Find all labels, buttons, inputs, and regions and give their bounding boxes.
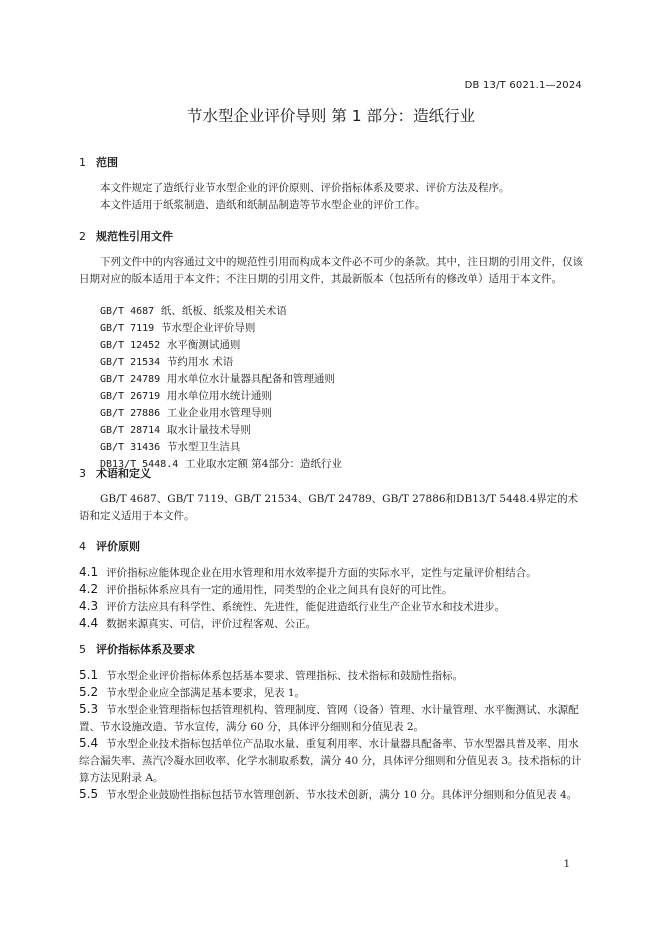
reference-code: GB/T 31436 xyxy=(100,442,161,453)
reference-item xyxy=(100,303,287,320)
reference-code: GB/T 12452 xyxy=(100,340,161,351)
clause-number: 5.4 xyxy=(79,736,99,750)
reference-item xyxy=(100,388,272,405)
clause xyxy=(79,701,585,736)
reference-item xyxy=(100,422,251,439)
clause xyxy=(79,684,585,702)
clause-number: 4.4 xyxy=(79,616,99,630)
reference-code: GB/T 27886 xyxy=(100,408,161,419)
reference-name: 节水型卫生洁具 xyxy=(166,441,241,453)
clause-text: 评价指标体系应具有一定的通用性，同类型的企业之间具有良好的可比性。 xyxy=(106,584,453,596)
reference-name: 工业企业用水管理导则 xyxy=(166,407,272,419)
reference-code: GB/T 24789 xyxy=(100,374,161,385)
clause xyxy=(79,735,585,787)
section-3-para: GB/T 4687、GB/T 7119、GB/T 21534、GB/T 24789、GB/T 27886和DB13/T 5448.4界定的术语和定义适用于本文件。 xyxy=(79,493,579,522)
section-title: 术语和定义 xyxy=(96,467,151,480)
reference-name: 水平衡测试通则 xyxy=(166,339,241,351)
clause xyxy=(79,667,585,685)
reference-code: GB/T 21534 xyxy=(100,357,161,368)
clause-number: 5.2 xyxy=(79,685,99,699)
section-3-heading xyxy=(79,465,151,481)
reference-name: 取水计量技术导则 xyxy=(166,424,251,436)
clause-text: 节水型企业应全部满足基本要求，见表 1。 xyxy=(106,687,306,699)
reference-name: 用水单位用水统计通则 xyxy=(166,390,272,402)
section-number: 1 xyxy=(79,156,86,169)
section-4-heading xyxy=(79,538,140,554)
section-2-heading xyxy=(79,228,173,244)
clause xyxy=(79,564,585,582)
clause-number: 5.5 xyxy=(79,787,99,801)
clause-text: 节水型企业技术指标包括单位产品取水量、重复利用率、水计量器具配备率、节水型器具普及率、用水综合漏失率、蒸汽冷凝水回收率、化学水制取系数，满分 40 分，具体评分细则和分值见表 3。技术指标的计算方法见附录 A。 xyxy=(79,738,582,784)
clause-text: 评价指标应能体现企业在用水管理和用水效率提升方面的实际水平，定性与定量评价相结合。 xyxy=(106,567,537,579)
clause-text: 节水型企业管理指标包括管理机构、管理制度、管网（设备）管理、水计量管理、水平衡测试、水源配置、节水设施改造、节水宣传，满分 60 分，具体评分细则和分值见表 2。 xyxy=(79,704,579,733)
clause xyxy=(79,598,585,616)
section-1-para-2: 本文件适用于纸浆制造、造纸和纸制品制造等节水型企业的评价工作。 xyxy=(100,199,426,211)
clause-text: 数据来源真实、可信，评价过程客观、公正。 xyxy=(106,618,317,630)
page-number: 1 xyxy=(563,859,570,870)
reference-code: GB/T 28714 xyxy=(100,425,161,436)
reference-item xyxy=(100,337,240,354)
section-number: 3 xyxy=(79,467,86,480)
section-number: 4 xyxy=(79,540,86,553)
reference-code: GB/T 7119 xyxy=(100,323,155,334)
reference-name: 节水型企业评价导则 xyxy=(160,322,256,334)
clause-text: 评价方法应具有科学性、系统性、先进性，能促进造纸行业生产企业节水和技术进步。 xyxy=(106,601,506,613)
clause-number: 5.1 xyxy=(79,668,99,682)
reference-item xyxy=(100,439,240,456)
section-number: 2 xyxy=(79,230,86,243)
reference-code: GB/T 26719 xyxy=(100,391,161,402)
reference-name: 用水单位水计量器具配备和管理通则 xyxy=(166,373,335,385)
clause xyxy=(79,581,585,599)
clause-number: 4.2 xyxy=(79,582,99,596)
section-title: 评价原则 xyxy=(96,540,140,553)
clause xyxy=(79,786,585,804)
section-1-para-1: 本文件规定了造纸行业节水型企业的评价原则、评价指标体系及要求、评价方法及程序。 xyxy=(100,182,510,194)
reference-name: 工业取水定额 第4部分：造纸行业 xyxy=(184,458,342,470)
section-2-intro: 下列文件中的内容通过文中的规范性引用而构成本文件必不可少的条款。其中，注日期的引用文件，仅该日期对应的版本适用于本文件；不注日期的引用文件，其最新版本（包括所有的修改单）适用于本文件。 xyxy=(79,256,583,285)
clause-text: 节水型企业评价指标体系包括基本要求、管理指标、技术指标和鼓励性指标。 xyxy=(106,670,464,682)
section-1-heading xyxy=(79,154,118,170)
reference-item xyxy=(100,371,335,388)
section-title: 评价指标体系及要求 xyxy=(96,643,195,656)
clause-number: 4.3 xyxy=(79,599,99,613)
reference-code: GB/T 4687 xyxy=(100,306,155,317)
document-title: 节水型企业评价导则 第 1 部分：造纸行业 xyxy=(186,107,476,125)
reference-item xyxy=(100,354,233,371)
reference-name: 节约用水 术语 xyxy=(166,356,234,368)
reference-item xyxy=(100,405,272,422)
clause-number: 4.1 xyxy=(79,565,99,579)
section-title: 规范性引用文件 xyxy=(96,230,173,243)
reference-name: 纸、纸板、纸浆及相关术语 xyxy=(160,305,287,317)
section-number: 5 xyxy=(79,643,86,656)
clause xyxy=(79,615,585,633)
clause-text: 节水型企业鼓励性指标包括节水管理创新、节水技术创新，满分 10 分。具体评分细则和分值见表 4。 xyxy=(106,789,578,801)
clause-number: 5.3 xyxy=(79,702,99,716)
section-5-heading xyxy=(79,641,195,657)
reference-code: DB13/T 5448.4 xyxy=(100,459,179,470)
document-code: DB 13/T 6021.1—2024 xyxy=(464,80,582,91)
section-title: 范围 xyxy=(96,156,118,169)
reference-item xyxy=(100,320,255,337)
